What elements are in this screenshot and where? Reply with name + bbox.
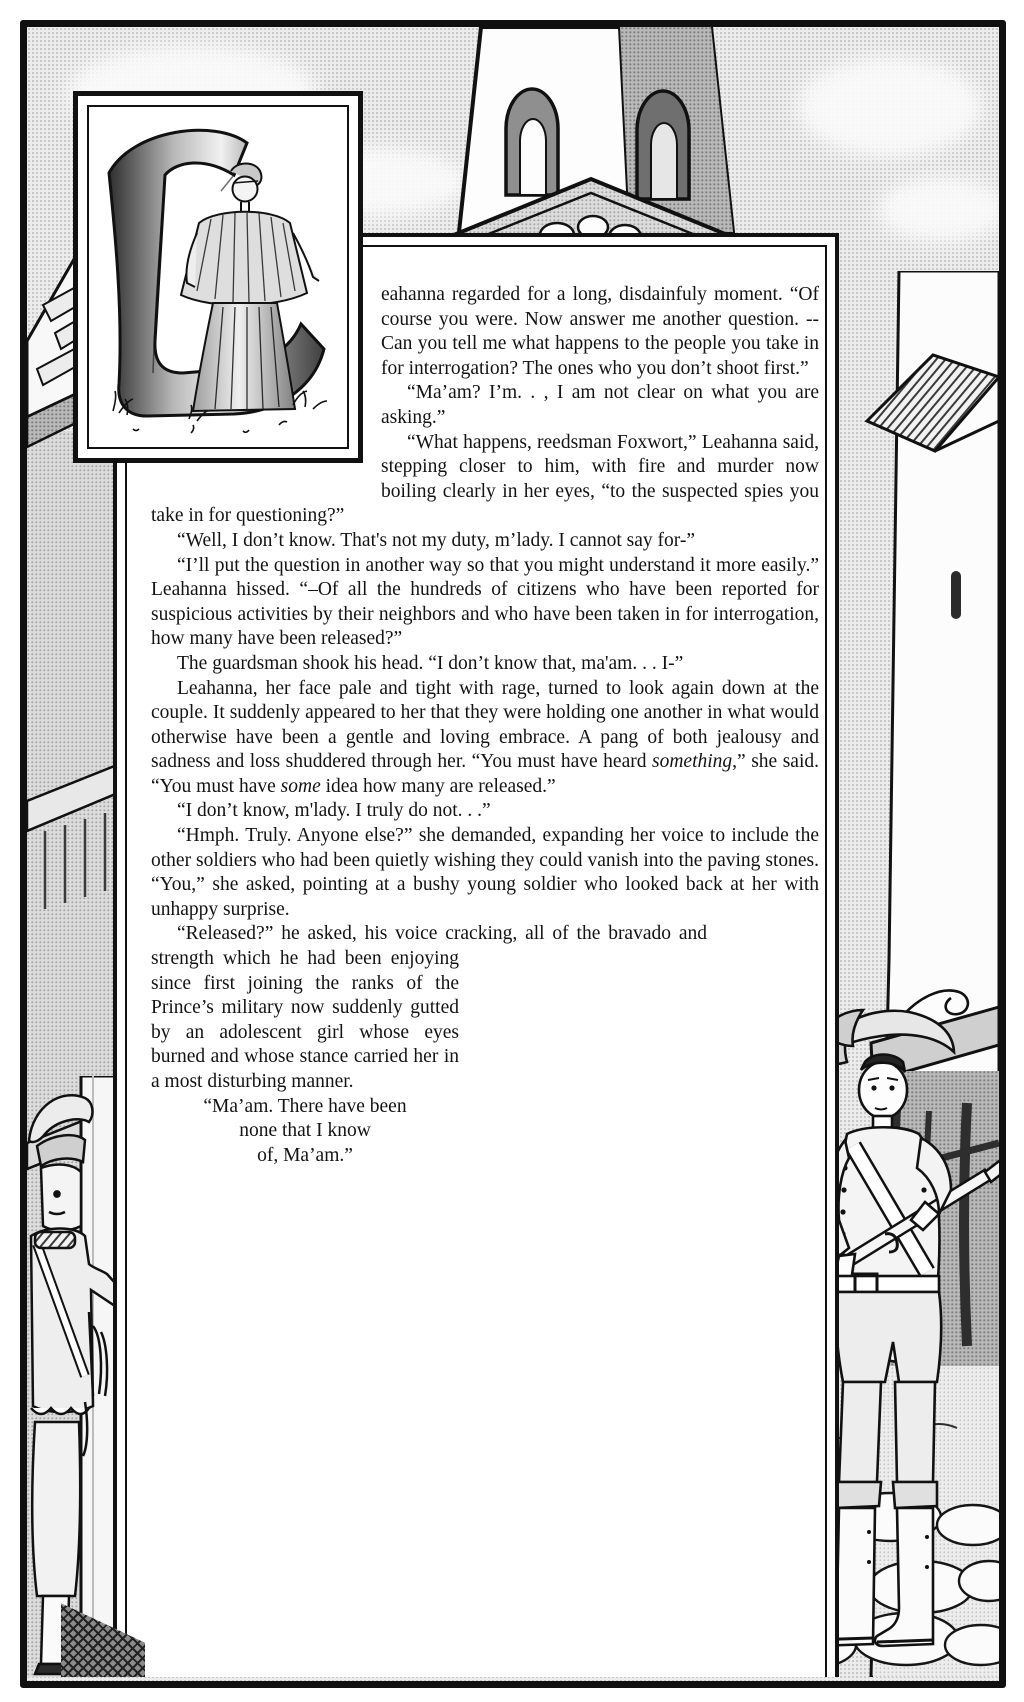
- cloud: [877, 177, 1006, 242]
- story-paragraph: “What happens, reedsman Foxwort,” Leahanna said, stepping closer to him, with fire and murder now boiling clearly in her eyes, “to the suspected spies you take in for questioning?”: [151, 431, 819, 527]
- story-paragraph: “Ma’am? I’m. . , I am not clear on what you are asking.”: [381, 382, 819, 428]
- illustration-spacer: [707, 922, 819, 947]
- bell-tower-illustration: [381, 27, 861, 267]
- story-paragraph: “I don’t know, m'lady. I truly do not. . .”: [177, 800, 491, 822]
- page-border: [20, 20, 1006, 1688]
- story-paragraph: eahanna regarded for a long, disdainfuly moment. “Of course you were. Now answer me another question. --Can you tell me what happens to the people you take in for interrogation? The ones who you don’t shoot first.”: [381, 284, 819, 379]
- story-paragraph: “Well, I don’t know. That's not my duty, m’lady. I cannot say for-”: [177, 529, 696, 551]
- illuminated-letter-panel: [73, 91, 363, 463]
- story-paragraph: “Released?” he asked, his voice cracking, all of the bravado and strength which he had been enjoying since first joining the ranks of the Prince’s military now suddenly gutted by an adolescent girl whose eyes burned and whose stance carried her in a most disturbing manner.: [151, 923, 707, 1092]
- illuminated-letter: [78, 96, 79, 97]
- story-paragraph: “Hmph. Truly. Anyone else?” she demanded, expanding her voice to include the other soldiers who had been quietly wishing they could vanish into the paving stones. “You,” she asked, pointing at a bushy young soldier who looked back at her with unhappy surprise.: [151, 825, 819, 920]
- story-paragraph: The guardsman shook his head. “I don’t know that, ma'am. . . I-”: [177, 652, 684, 674]
- story-centered-lines: “Ma’am. There have been none that I know of, Ma’am.”: [203, 1095, 407, 1166]
- letter-L-artwork: [93, 111, 343, 443]
- illustration-spacer: [459, 947, 819, 1567]
- story-paragraph: “I’ll put the question in another way so that you might understand it more easily.” Leahanna hissed. “–Of all the hundreds of citizens who have been reported for suspicious activities by their neighbors and who have been taken in for interrogation, how many have been released?”: [151, 554, 819, 650]
- story-paragraph: Leahanna, her face pale and tight with rage, turned to look again down at the couple. It suddenly appeared to her that they were holding one another in what would otherwise have been a gentle and loving embrace. A pang of both jealousy and sadness and loss shuddered through her. “You must have heard something,” she said. “You must have some idea how many are released.”: [151, 677, 820, 797]
